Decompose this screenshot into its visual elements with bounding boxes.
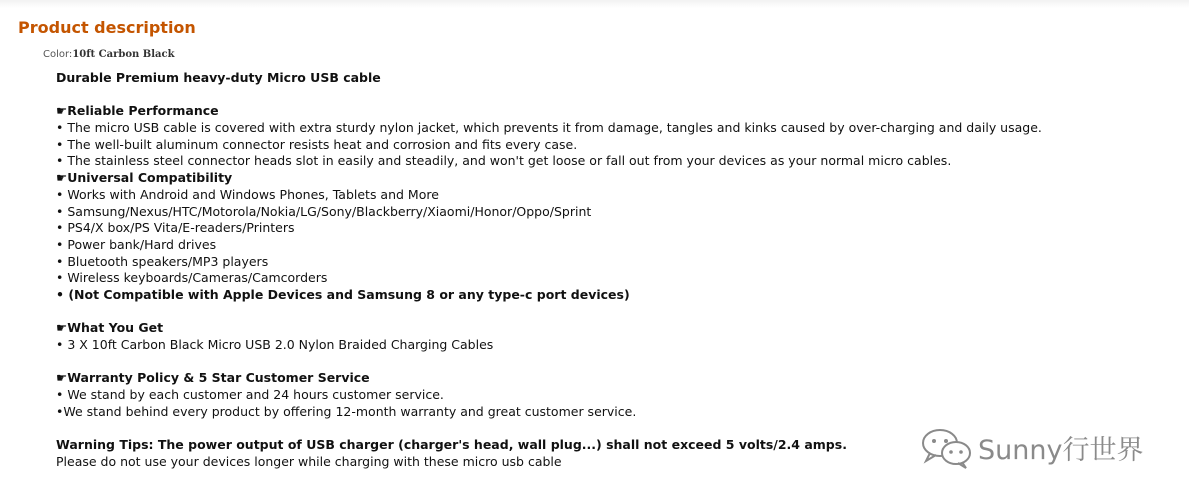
description-title: Durable Premium heavy-duty Micro USB cable <box>56 70 381 85</box>
list-item: • PS4/X box/PS Vita/E-readers/Printers <box>56 220 295 236</box>
wechat-icon <box>918 425 974 469</box>
description-body <box>56 70 1166 471</box>
watermark-text: Sunny行世界 <box>978 434 1144 466</box>
watermark <box>918 425 1143 469</box>
spacer <box>56 304 1166 321</box>
top-shadow <box>0 0 1189 8</box>
list-item: • 3 X 10ft Carbon Black Micro USB 2.0 Nylon Braided Charging Cables <box>56 337 494 352</box>
list-item: • Wireless keyboards/Cameras/Camcorders <box>56 270 328 286</box>
section-warranty-title: ☛Warranty Policy & 5 Star Customer Service <box>56 370 370 386</box>
spacer <box>56 354 1166 371</box>
color-label: Color: <box>43 49 73 60</box>
list-item: • Power bank/Hard drives <box>56 236 217 252</box>
spacer <box>56 87 1166 104</box>
pointing-hand-icon: ☛ <box>56 170 68 186</box>
list-item: • Samsung/Nexus/HTC/Motorola/Nokia/LG/Sony/Blackberry/Xiaomi/Honor/Oppo/Sprint <box>56 203 592 219</box>
section-compat-title: ☛Universal Compatibility <box>56 170 233 186</box>
list-item: • Bluetooth speakers/MP3 players <box>56 253 269 269</box>
section-whatyouget-title: ☛What You Get <box>56 320 164 336</box>
list-item: • The micro USB cable is covered with extra sturdy nylon jacket, which prevents it from damage, tangles and kinks caused by over-charging and daily usage. <box>56 120 1042 136</box>
color-value: 10ft Carbon Black <box>72 49 175 60</box>
pointing-hand-icon: ☛ <box>56 370 68 386</box>
list-item: • Works with Android and Windows Phones, Tablets and More <box>56 186 439 202</box>
pointing-hand-icon: ☛ <box>56 320 68 336</box>
list-item: • The stainless steel connector heads slot in easily and steadily, and won't get loose or fall out from your devices as your normal micro cables. <box>56 153 952 169</box>
pointing-hand-icon: ☛ <box>56 103 68 119</box>
compat-note: • (Not Compatible with Apple Devices and Samsung 8 or any type-c port devices) <box>56 286 630 302</box>
warning-tip: Warning Tips: The power output of USB charger (charger's head, wall plug...) shall not exceed 5 volts/2.4 amps. <box>56 437 847 453</box>
product-description-heading: Product description <box>18 18 196 37</box>
list-item: •We stand behind every product by offering 12-month warranty and great customer service. <box>56 403 637 419</box>
warning-note: Please do not use your devices longer while charging with these micro usb cable <box>56 453 562 469</box>
list-item: • The well-built aluminum connector resists heat and corrosion and fits every case. <box>56 136 578 152</box>
list-item: • We stand by each customer and 24 hours customer service. <box>56 387 444 403</box>
section-reliable-title: ☛Reliable Performance <box>56 103 219 119</box>
color-variant <box>43 49 175 60</box>
